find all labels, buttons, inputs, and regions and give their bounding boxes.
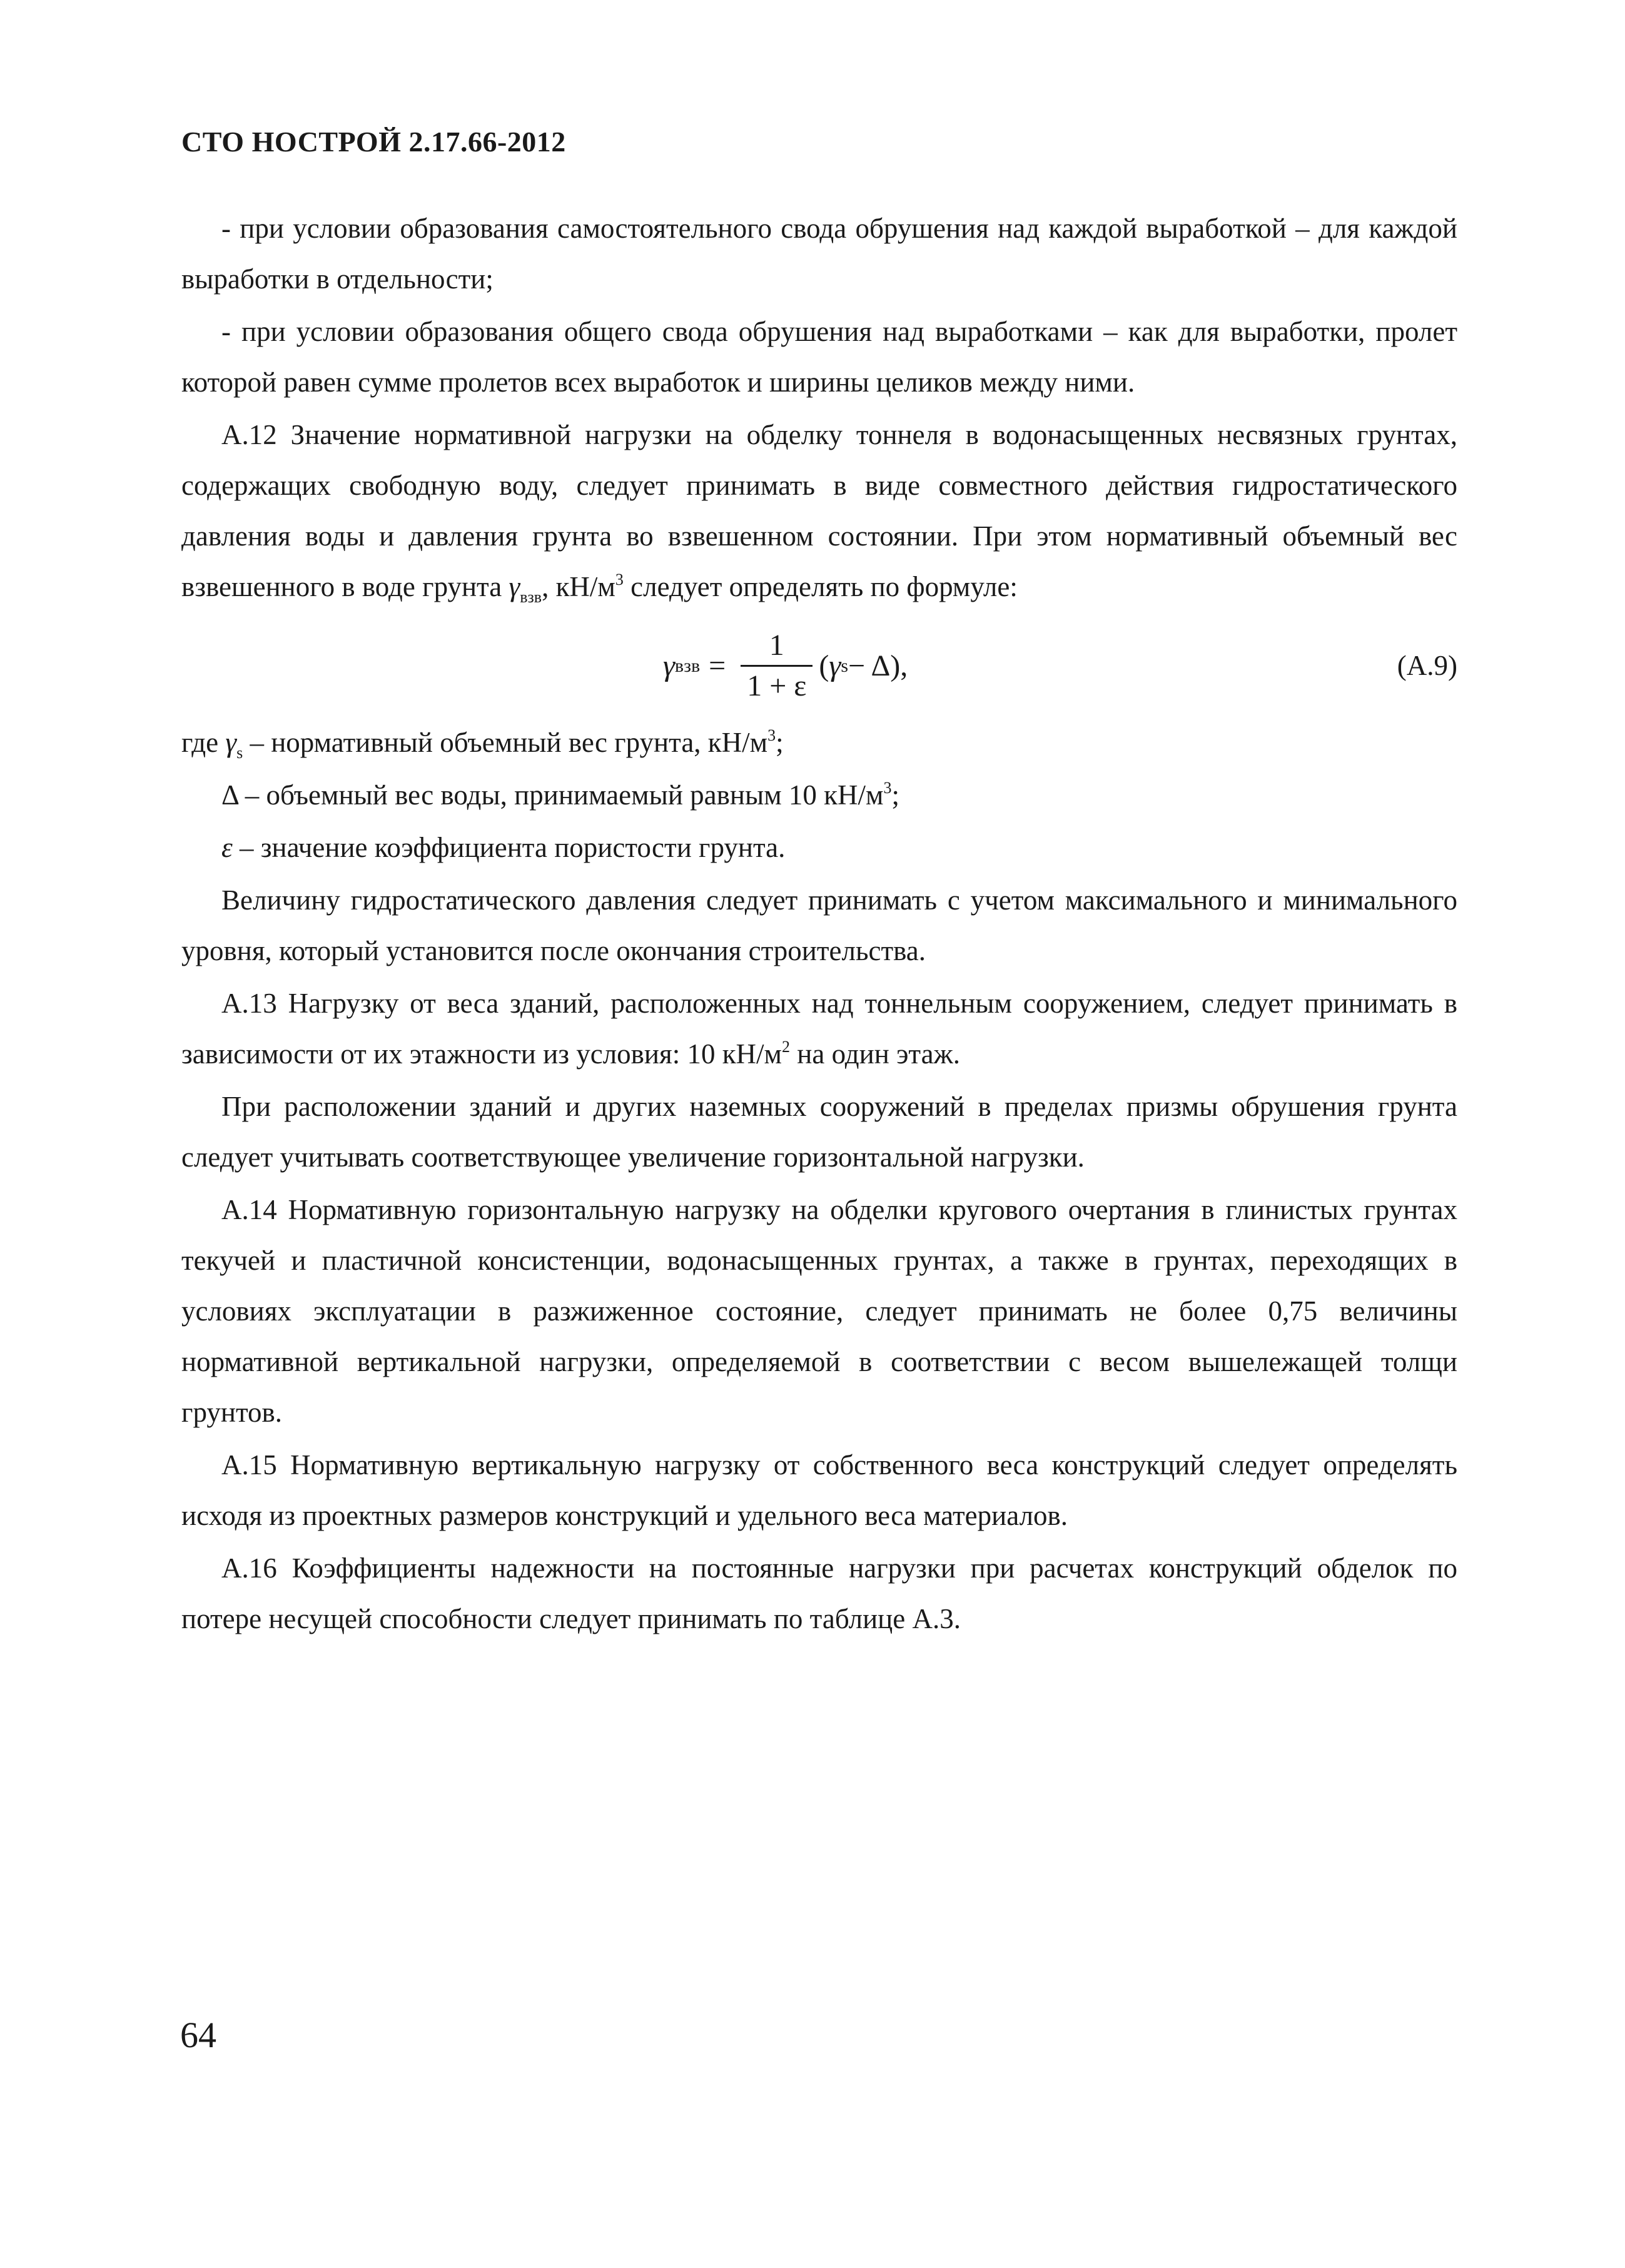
paragraph-a16: А.16 Коэффициенты надежности на постоянные нагрузки при расчетах конструкций обделок по потере несущей способности следует принимать по таблице А.3. xyxy=(181,1552,1457,1634)
paragraph-common-arch: - при условии образования общего свода обрушения над выработками – как для выработки, пролет которой равен сумме пролетов всех выработок и ширины целиков между ними. xyxy=(181,316,1457,398)
formula-expression: γ взв = $\frac{1}{1 + \varepsilon}$ ( γ s − Δ), xyxy=(663,614,908,717)
paragraph-a15: А.15 Нормативную вертикальную нагрузку от собственного веса конструкций следует определять исходя из проектных размеров конструкций и удельного веса материалов. xyxy=(181,1449,1457,1531)
page-number: 64 xyxy=(180,2015,216,2055)
definition-delta: Δ – объемный вес воды, принимаемый равным 10 $кН/м^3$; xyxy=(221,779,900,811)
gamma-symbol: γ xyxy=(509,571,520,602)
formula-number: (А.9) xyxy=(1397,650,1457,681)
definition-epsilon: ε – значение коэффициента пористости грунта. xyxy=(221,832,786,863)
document-body xyxy=(181,203,1457,1646)
paragraph-buildings: При расположении зданий и других наземных сооружений в пределах призмы обрушения грунта следует учитывать соответствующее увеличение горизонтальной нагрузки. xyxy=(181,1091,1457,1173)
definition-gamma-s: где $\gamma_s$ – нормативный объемный вес грунта, $кН/м^3$; xyxy=(181,726,784,762)
document-header: СТО НОСТРОЙ 2.17.66-2012 xyxy=(181,126,566,158)
formula-a9 xyxy=(181,614,1457,717)
formula-fraction: $\frac{1}{1 + \varepsilon}$ xyxy=(741,626,812,706)
paragraph-hydrostatic: Величину гидростатического давления следует принимать с учетом максимального и минимального уровня, который установится после окончания строительства. xyxy=(181,884,1457,966)
paragraph-arch-per-working: - при условии образования самостоятельного свода обрушения над каждой выработкой – для каждой выработки в отдельности; xyxy=(181,213,1457,295)
paragraph-a14: А.14 Нормативную горизонтальную нагрузку на обделки кругового очертания в глинистых грунтах текучей и пластичной консистенции, водонасыщенных грунтах, а также в грунтах, переходящих в условиях эксплуатации в разжиженное состояние, следует принимать не более 0,75 величины нормативной вертикальной нагрузки, определяемой в соответствии с весом вышележащей толщи грунтов. xyxy=(181,1194,1457,1428)
paragraph-a13: А.13 Нагрузку от веса зданий, расположенных над тоннельным сооружением, следует принимать в зависимости от их этажности из условия: 10 $кН/м^2$ на один этаж. xyxy=(181,988,1457,1070)
paragraph-a12: А.12 Значение нормативной нагрузки на обделку тоннеля в водонасыщенных несвязных грунтах, содержащих свободную воду, следует принимать в виде совместного действия гидростатического давления воды и давления грунта во взвешенном состоянии. При этом нормативный объемный вес взвешенного в воде грунта $\gamma_{взв}$, $кН/м^3$ следует определять по формуле: xyxy=(181,419,1457,606)
